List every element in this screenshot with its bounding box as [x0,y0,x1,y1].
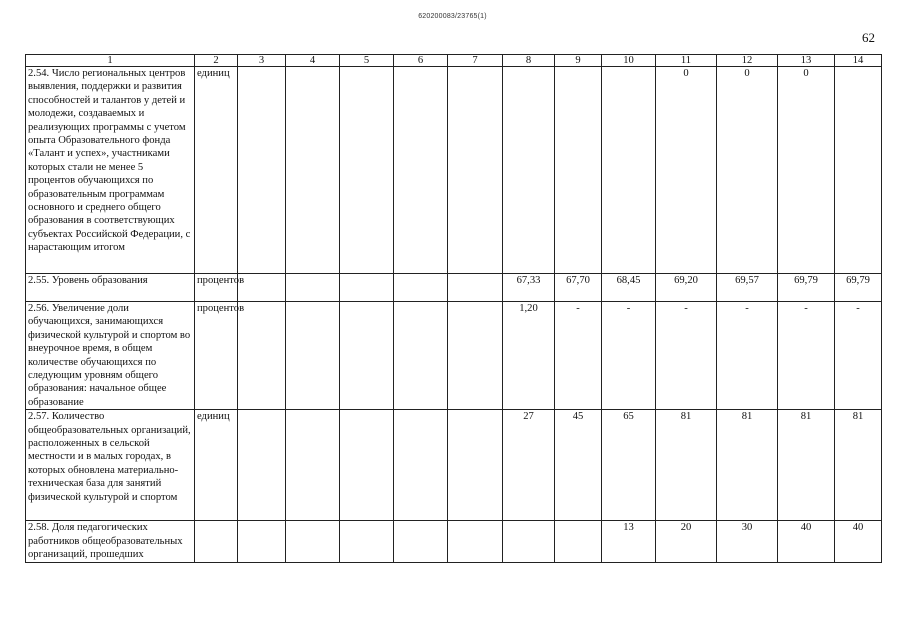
indicator-unit [195,521,238,563]
column-header: 14 [835,55,882,67]
value-cell [286,521,340,563]
value-cell: 20 [656,521,717,563]
value-cell [555,521,602,563]
value-cell [238,274,286,302]
column-header: 12 [717,55,778,67]
column-header: 6 [394,55,448,67]
value-cell [286,274,340,302]
page-number: 62 [862,30,875,45]
value-cell [448,302,503,410]
table-row [26,302,882,410]
value-cell [286,410,340,521]
value-cell: 81 [656,410,717,521]
value-cell [394,302,448,410]
value-cell: 68,45 [602,274,656,302]
value-cell: 0 [717,67,778,274]
value-cell: 69,57 [717,274,778,302]
value-cell [602,67,656,274]
value-cell: 67,33 [503,274,555,302]
value-cell [238,67,286,274]
value-cell [394,274,448,302]
column-header: 11 [656,55,717,67]
value-cell [394,521,448,563]
value-cell [286,302,340,410]
indicators-table [25,54,882,563]
table-row [26,410,882,521]
value-cell: - [778,302,835,410]
indicator-name: 2.58. Доля педагогических работников общеобразовательных организаций, прошедших [26,521,195,563]
indicator-unit: единиц [195,67,238,274]
value-cell [340,274,394,302]
value-cell: 69,79 [835,274,882,302]
column-header: 13 [778,55,835,67]
column-number-row [26,55,882,67]
value-cell: 67,70 [555,274,602,302]
value-cell: 0 [778,67,835,274]
value-cell: - [555,302,602,410]
indicator-name: 2.55. Уровень образования [26,274,195,302]
column-header: 10 [602,55,656,67]
value-cell: 81 [717,410,778,521]
value-cell [238,410,286,521]
column-header: 8 [503,55,555,67]
column-header: 3 [238,55,286,67]
value-cell: 81 [835,410,882,521]
value-cell [340,302,394,410]
value-cell: - [656,302,717,410]
indicator-unit: процентов [195,274,238,302]
indicator-name: 2.56. Увеличение доли обучающихся, занимающихся физической культурой и спортом во внеурочное время, в общем количестве обучающихся по следующим уровням общего образования: начальное общее образование [26,302,195,410]
column-header: 9 [555,55,602,67]
value-cell [340,410,394,521]
value-cell [503,521,555,563]
value-cell [555,67,602,274]
table-row [26,67,882,274]
value-cell [503,67,555,274]
document-id: 620200083/23765(1) [418,13,487,20]
value-cell: - [717,302,778,410]
value-cell: 69,79 [778,274,835,302]
column-header: 4 [286,55,340,67]
value-cell [448,521,503,563]
table-row [26,274,882,302]
value-cell: - [835,302,882,410]
indicator-unit: процентов [195,302,238,410]
value-cell [394,410,448,521]
value-cell: 1,20 [503,302,555,410]
value-cell [448,274,503,302]
value-cell: 40 [835,521,882,563]
value-cell [340,521,394,563]
value-cell [286,67,340,274]
value-cell [238,302,286,410]
table-row [26,521,882,563]
column-header: 1 [26,55,195,67]
column-header: 5 [340,55,394,67]
column-header: 2 [195,55,238,67]
value-cell: 27 [503,410,555,521]
value-cell [448,67,503,274]
value-cell: 30 [717,521,778,563]
value-cell: 81 [778,410,835,521]
value-cell: 45 [555,410,602,521]
value-cell: 69,20 [656,274,717,302]
value-cell [835,67,882,274]
value-cell: - [602,302,656,410]
value-cell [340,67,394,274]
indicator-unit: единиц [195,410,238,521]
column-header: 7 [448,55,503,67]
value-cell [238,521,286,563]
indicator-name: 2.57. Количество общеобразовательных организаций, расположенных в сельской местности и в малых городах, в которых обновлена материально-техническая база для занятий физической культурой и спортом [26,410,195,521]
value-cell: 65 [602,410,656,521]
value-cell: 0 [656,67,717,274]
value-cell: 13 [602,521,656,563]
value-cell [394,67,448,274]
value-cell [448,410,503,521]
value-cell: 40 [778,521,835,563]
indicator-name: 2.54. Число региональных центров выявления, поддержки и развития способностей и талантов у детей и молодежи, создаваемых и реализующих программы с учетом опыта Образовательного фонда «Талант и успех», участниками которых стали не менее 5 процентов обучающихся по образовательным программам основного и среднего общего образования в соответствующих субъектах Российской Федерации, с нарастающим итогом [26,67,195,274]
